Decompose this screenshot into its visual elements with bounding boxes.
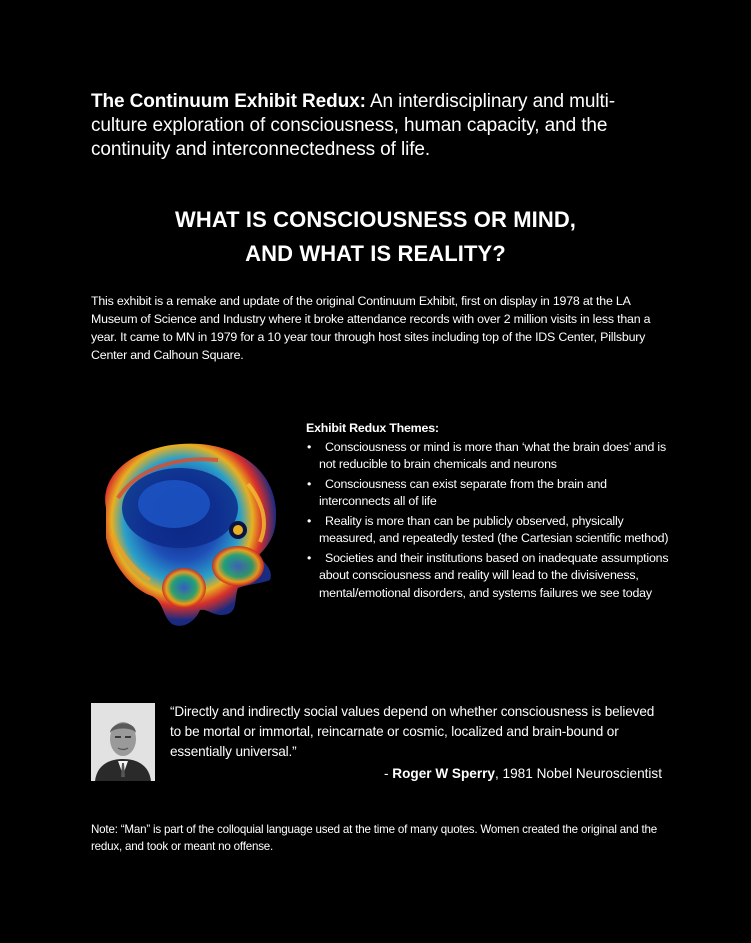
theme-text: Consciousness can exist separate from the brain and interconnects all of life — [319, 476, 607, 508]
footnote: Note: “Man” is part of the colloquial language used at the time of many quotes. Women created the original and the redux, and took or meant no offense. — [91, 823, 658, 853]
themes-list — [306, 439, 676, 603]
exhibit-title: The Continuum Exhibit Redux: — [91, 91, 366, 112]
theme-item — [306, 550, 676, 603]
brain-scan-skull-image — [88, 438, 300, 634]
author-credit: , 1981 Nobel Neuroscientist — [495, 766, 662, 781]
theme-text: Societies and their institutions based on inadequate assumptions about consciousness and reality will lead to the divisiveness, mental/emotional disorders, and systems failures we see today — [319, 550, 669, 600]
theme-item — [306, 513, 676, 548]
theme-item — [306, 439, 676, 474]
quote-author: Roger W Sperry — [392, 766, 495, 781]
bullet-icon: • — [307, 476, 312, 491]
bullet-icon: • — [307, 550, 312, 565]
headline-line-2: AND WHAT IS REALITY? — [245, 241, 506, 266]
exhibit-themes — [306, 420, 676, 604]
headline-line-1: WHAT IS CONSCIOUSNESS OR MIND, — [174, 207, 577, 232]
sperry-quote: “Directly and indirectly social values depend on whether consciousness is believed to be mortal or immortal, reincarnate or cosmic, localized and brain-bound or essentially universal.” — [170, 704, 655, 759]
theme-text: Consciousness or mind is more than ‘what the brain does’ and is not reducible to brain chemicals and neurons — [319, 439, 666, 471]
attribution-dash: - — [383, 766, 393, 781]
exhibit-summary: This exhibit is a remake and update of the original Continuum Exhibit, first on display in 1978 at the LA Museum of Science and Industry where it broke attendance records with over 2 million visits in less than a year. It came to MN in 1979 for a 10 year tour through host sites including top of the IDS Center, Pillsbury Center and Calhoun Square. — [91, 294, 651, 362]
headline — [60, 203, 691, 271]
author-portrait-photo — [91, 703, 155, 781]
intro-paragraph — [91, 90, 671, 162]
quote-attribution — [384, 764, 662, 784]
themes-title: Exhibit Redux Themes: — [306, 421, 439, 435]
theme-text: Reality is more than can be publicly observed, physically measured, and repeatedly tested (the Cartesian scientific method) — [319, 513, 669, 545]
bullet-icon: • — [307, 439, 312, 454]
intro-text: An interdisciplinary and multi-culture exploration of consciousness, human capacity, and the continuity and interconnectedness of life. — [91, 91, 616, 160]
theme-item — [306, 476, 676, 511]
bullet-icon: • — [307, 513, 312, 528]
